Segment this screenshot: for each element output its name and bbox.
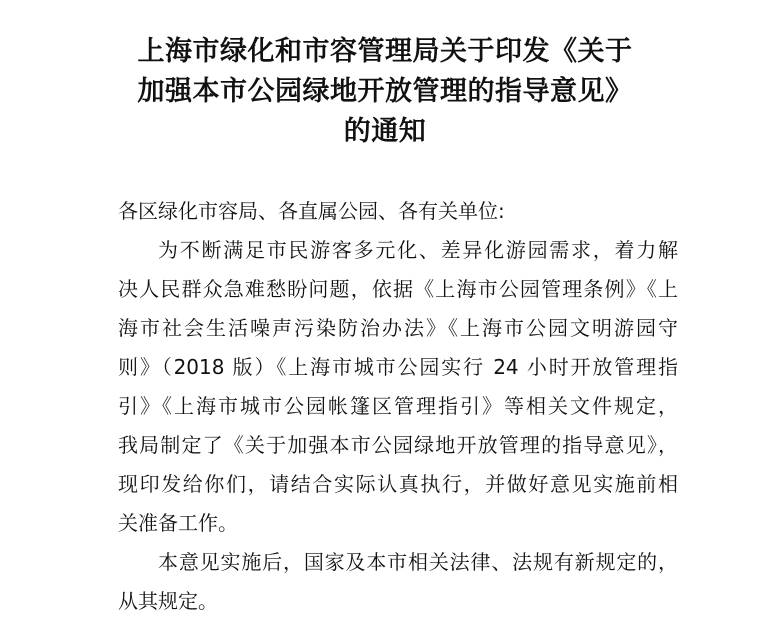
paragraph-1-line-8: 关准备工作。 [118,511,238,535]
document-body [118,192,678,621]
paragraph-2-line-1: 本意见实施后，国家及本市相关法律、法规有新规定的， [158,550,678,574]
title-line-2: 加强本市公园绿地开放管理的指导意见》 [137,76,633,107]
paragraph-1-line-1: 为不断满足市民游客多元化、差异化游园需求，着力解 [158,238,678,262]
title-line-3: 的通知 [343,116,427,147]
paragraph-1-line-7: 现印发给你们，请结合实际认真执行，并做好意见实施前相 [118,472,678,496]
paragraph-1-line-5: 引》《上海市城市公园帐篷区管理指引》等相关文件规定， [118,394,678,418]
salutation: 各区绿化市容局、各直属公园、各有关单位: [118,199,505,223]
paragraph-1-line-4: 则》（2018 版）《上海市城市公园实行 24 小时开放管理指 [118,355,678,379]
paragraph-1-line-6: 我局制定了《关于加强本市公园绿地开放管理的指导意见》， [118,433,678,457]
document-title [90,32,680,152]
paragraph-2-line-2: 从其规定。 [118,589,218,613]
paragraph-1-line-3: 海市社会生活噪声污染防治办法》《上海市公园文明游园守 [118,316,678,340]
paragraph-1-line-2: 决人民群众急难愁盼问题，依据《上海市公园管理条例》《上 [118,277,678,301]
title-line-1: 上海市绿化和市容管理局关于印发《关于 [137,36,633,67]
